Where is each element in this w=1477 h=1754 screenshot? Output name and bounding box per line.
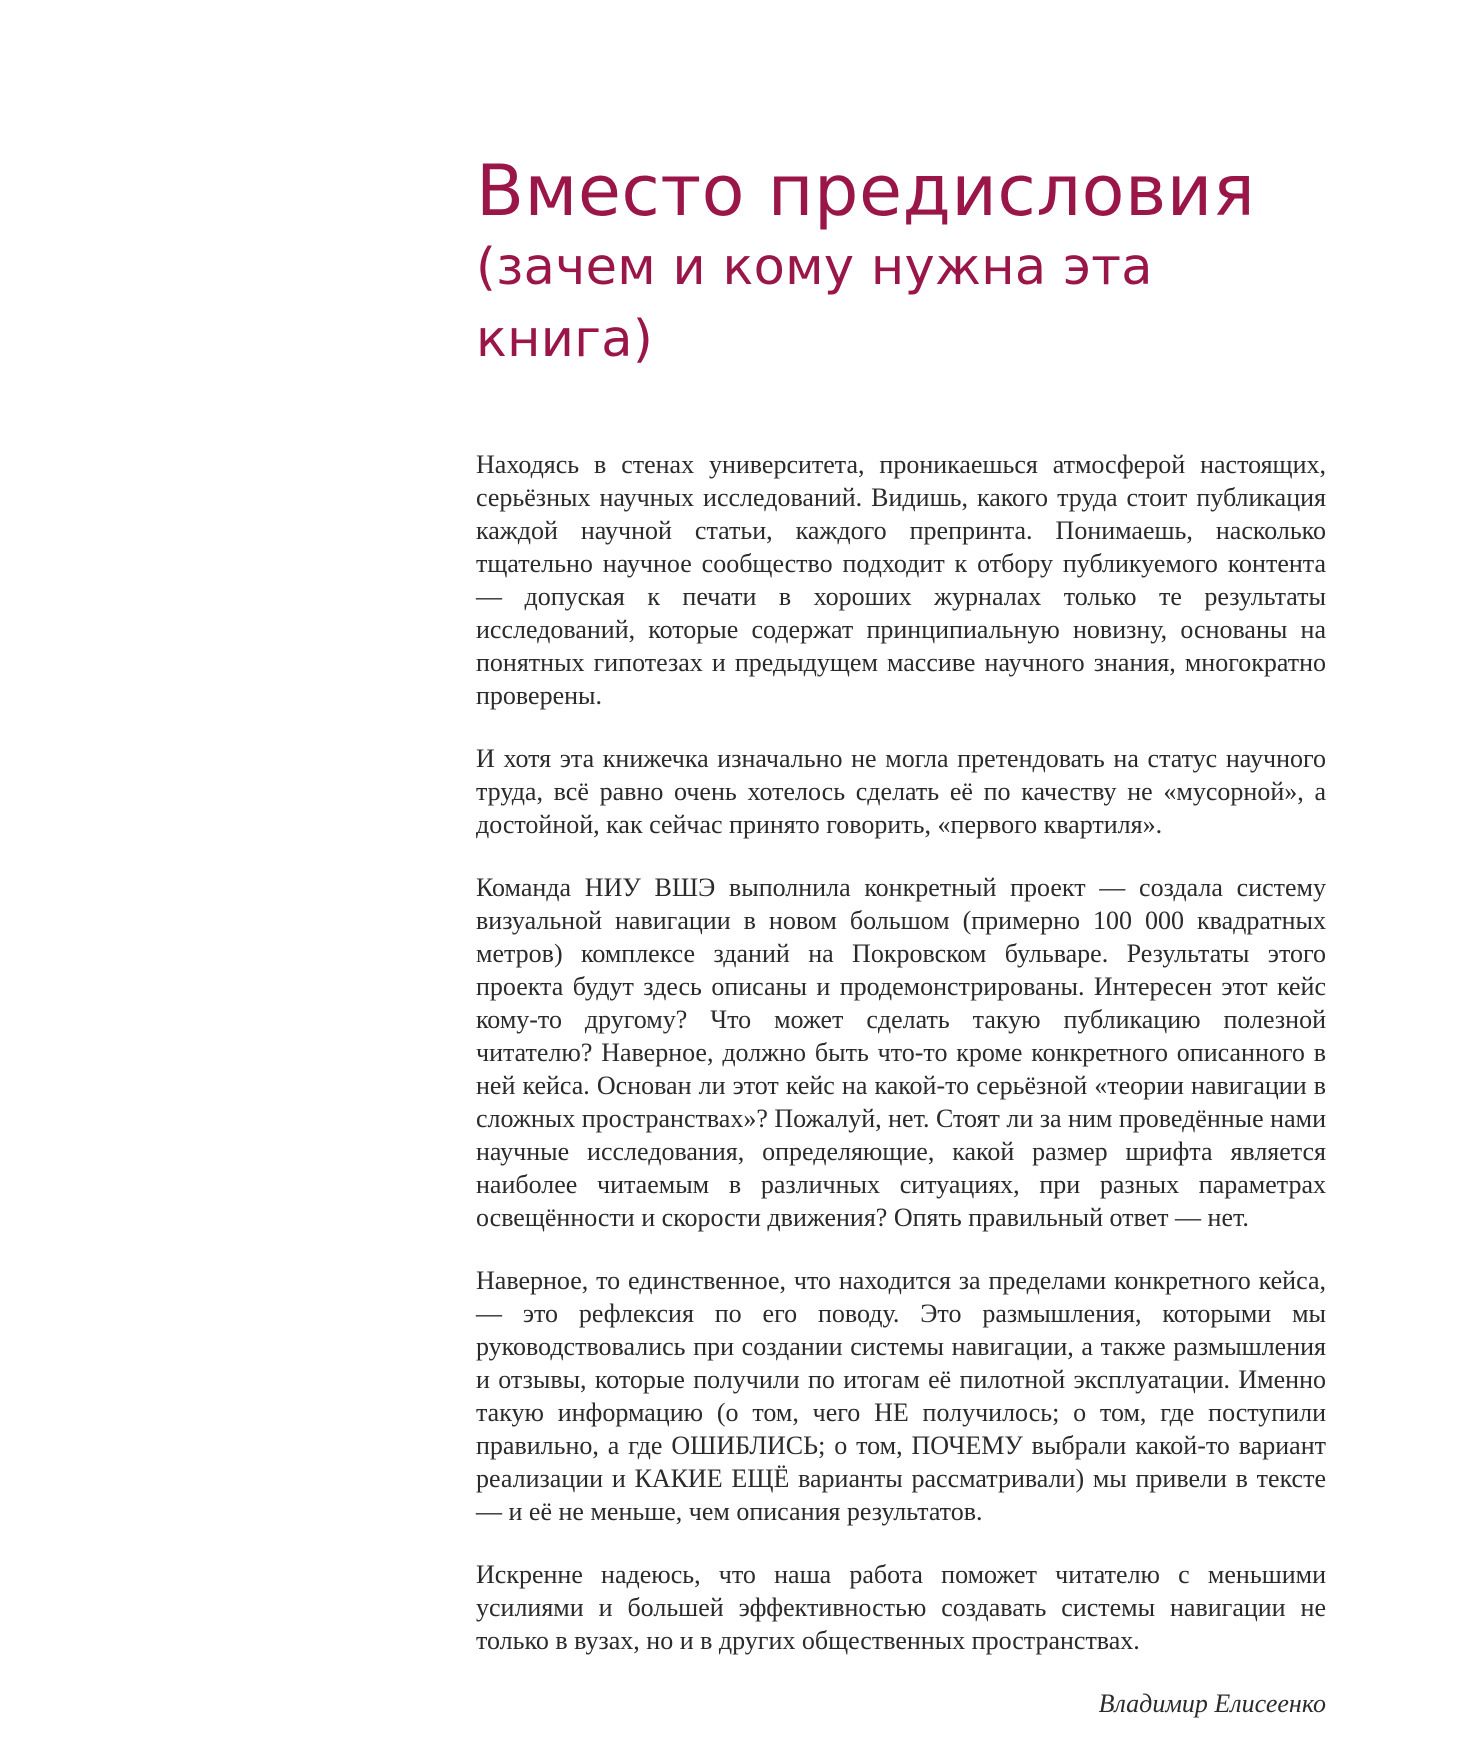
paragraph-1: Находясь в стенах университета, проникаешься атмосферой настоящих, серьёзных научных исследований. Видишь, какого труда стоит публикация каждой научной статьи, каждого препринта. Понимаешь, насколько тщательно научное сообщество подходит к отбору публикуемого контента — допуская к печати в хороших журналах только те результаты исследований, которые содержат принципиальную новизну, основаны на понятных гипотезах и предыдущем массиве научного знания, многократно проверены.	[476, 450, 1326, 710]
paragraph-4: Наверное, то единственное, что находится за пределами конкретного кейса, — это рефлексия по его поводу. Это размышления, которыми мы руководствовались при создании системы навигации, а также размышления и отзывы, которые получили по итогам её пилотной эксплуатации. Именно такую информацию (о том, чего НЕ получилось; о том, где поступили правильно, а где ОШИБЛИСЬ; о том, ПОЧЕМУ выбрали какой-то вариант реализации и КАКИЕ ЕЩЁ варианты рассматривали) мы привели в тексте — и её не меньше, чем описания результатов.	[476, 1266, 1326, 1526]
page-subtitle: (зачем и кому нужна эта книга)	[476, 238, 1153, 369]
author-signature: Владимир Елисеенко	[1098, 1689, 1326, 1718]
paragraph-2: И хотя эта книжечка изначально не могла претендовать на статус научного труда, всё равно очень хотелось сделать её по качеству не «мусорной», а достойной, как сейчас принято говорить, «первого квартиля».	[476, 744, 1326, 839]
page-title: Вместо предисловия	[476, 150, 1256, 232]
preface-body	[476, 448, 1326, 1720]
paragraph-5: Искренне надеюсь, что наша работа поможет читателю с меньшими усилиями и большей эффективностью создавать системы навигации не только в вузах, но и в других общественных пространствах.	[476, 1560, 1326, 1655]
preface-page	[476, 150, 1326, 1720]
paragraph-3: Команда НИУ ВШЭ выполнила конкретный проект — создала систему визуальной навигации в новом большом (примерно 100 000 квадратных метров) комплексе зданий на Покровском бульваре. Результаты этого проекта будут здесь описаны и продемонстрированы. Интересен этот кейс кому-то другому? Что может сделать такую публикацию полезной читателю? Наверное, должно быть что-то кроме конкретного описанного в ней кейса. Основан ли этот кейс на какой-то серьёзной «теории навигации в сложных пространствах»? Пожалуй, нет. Стоят ли за ним проведённые нами научные исследования, определяющие, какой размер шрифта является наиболее читаемым в различных ситуациях, при разных параметрах освещённости и скорости движения? Опять правильный ответ — нет.	[476, 873, 1326, 1232]
